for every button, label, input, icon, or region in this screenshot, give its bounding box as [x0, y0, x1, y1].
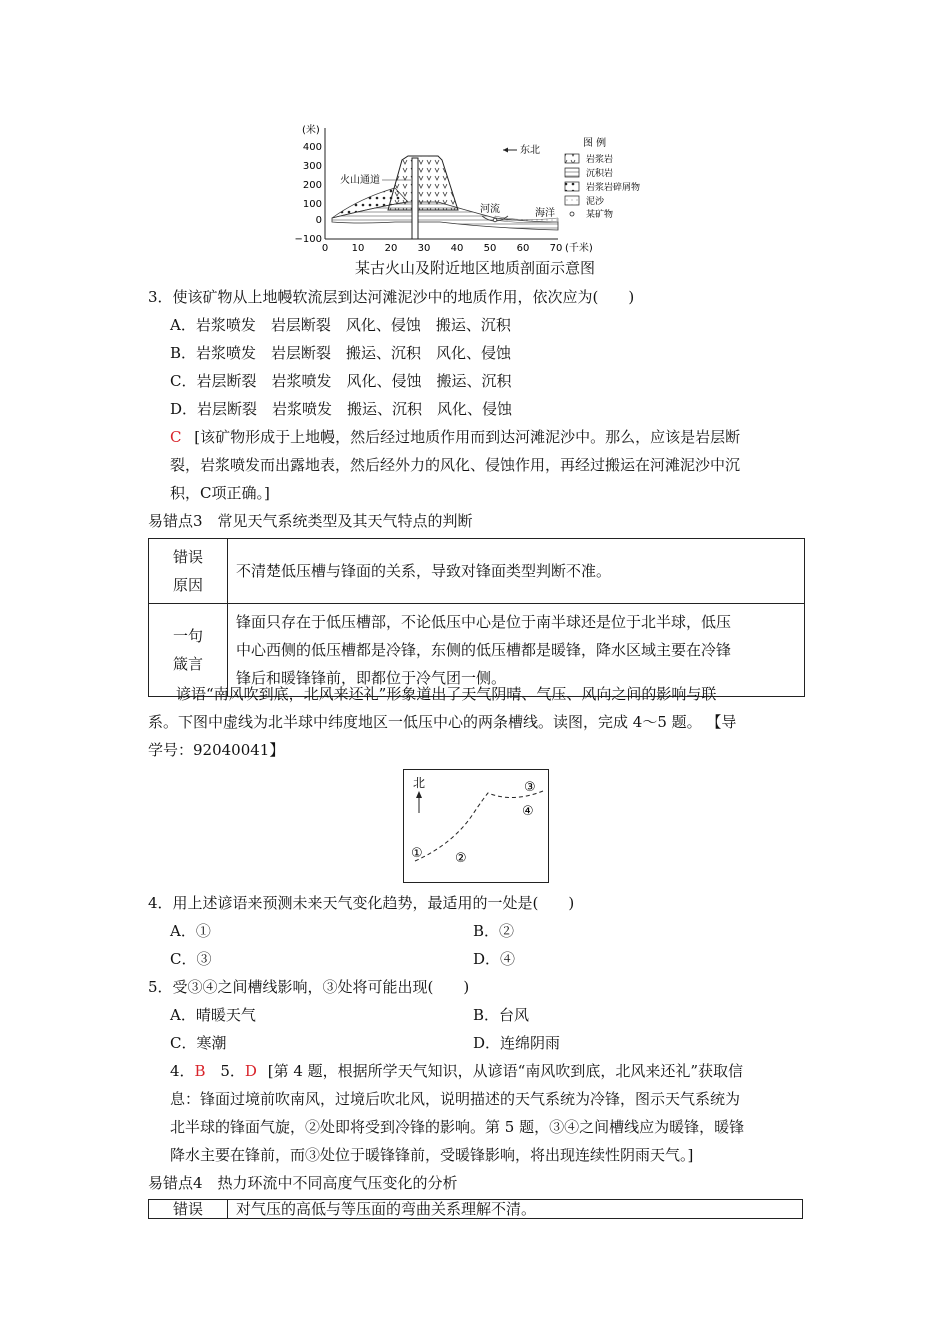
marker-1: ①	[411, 846, 423, 861]
question-5-stem: 5．受③④之间槽线影响，③处将可能出现( )	[148, 978, 470, 996]
question-4-stem: 4．用上述谚语来预测未来天气变化趋势，最适用的一处是( )	[148, 894, 575, 912]
row-text-error-cause: 不清楚低压槽与锋面的关系，导致对锋面类型判断不准。	[228, 539, 805, 604]
row-label-error-cause: 错误 原因	[149, 539, 228, 604]
legend-item: 沉积岩	[586, 169, 614, 179]
x-tick: 40	[450, 243, 464, 254]
y-tick: 100	[302, 199, 322, 210]
explanation-line: [第 4 题，根据所学天气知识，从谚语“南风吹到底，北风来还礼”获取信	[267, 1062, 743, 1080]
river-label: 河流	[480, 204, 500, 215]
volcanic-channel-label: 火山通道	[340, 175, 380, 186]
explanation-line: 息：锋面过境前吹南风，过境后吹北风，说明描述的天气系统为冷锋，图示天气系统为	[170, 1090, 741, 1108]
question-4-option-a: A．①	[170, 922, 211, 940]
explanation-line: [该矿物形成于上地幔，然后经过地质作用而到达河滩泥沙中。那么，应该是岩层断	[194, 428, 741, 446]
legend-item: 岩浆岩碎屑物	[586, 183, 641, 193]
y-tick: 400	[302, 142, 322, 153]
legend-title: 图 例	[583, 138, 607, 149]
row-text-error: 对气压的高低与等压面的弯曲关系理解不清。	[228, 1200, 803, 1219]
answer-5-letter: D	[244, 1062, 257, 1080]
mineral-mark	[493, 218, 497, 222]
figure-caption: 某古火山及附近地区地质剖面示意图	[354, 259, 595, 277]
x-tick: 70	[549, 243, 563, 254]
volcanic-cone	[388, 156, 458, 210]
question-5-option-a: A．晴暖天气	[170, 1006, 256, 1024]
question-4-option-b: B．②	[473, 922, 515, 940]
intro-line: 谚语“南风吹到底，北风来还礼”形象道出了天气阴晴、气压、风向之间的影响与联	[176, 685, 717, 703]
explanation-line: 积，C项正确。]	[170, 484, 270, 502]
y-tick: 200	[302, 180, 322, 191]
question-3-stem: 3．使该矿物从上地幔软流层到达河滩泥沙中的地质作用，依次应为( )	[148, 288, 635, 306]
question-3-option-c: C．岩层断裂 岩浆喷发 风化、侵蚀 搬运、沉积	[170, 372, 512, 390]
question-3-option-b: B．岩浆喷发 岩层断裂 搬运、沉积 风化、侵蚀	[170, 344, 512, 362]
question-5-option-b: B．台风	[473, 1006, 530, 1024]
question-5-option-c: C．寒潮	[170, 1034, 227, 1052]
question-5-option-d: D．连绵阴雨	[473, 1034, 561, 1052]
row-label-maxim: 一句 箴言	[149, 604, 228, 697]
geologic-profile-figure	[290, 118, 670, 258]
answers-4-5	[170, 1061, 743, 1081]
marker-4: ④	[522, 804, 534, 819]
y-tick: 300	[302, 161, 322, 172]
y-axis-unit: (米)	[302, 125, 320, 136]
answer-4-number: 4．	[170, 1062, 195, 1080]
question-4-option-c: C．③	[170, 950, 212, 968]
marker-2: ②	[455, 851, 467, 866]
marker-3: ③	[524, 780, 536, 795]
x-tick: 10	[351, 243, 365, 254]
volcanic-channel	[412, 158, 418, 239]
north-label: 北	[413, 776, 426, 790]
x-tick: 50	[483, 243, 497, 254]
y-tick: 0	[315, 215, 322, 226]
x-tick: 30	[417, 243, 431, 254]
answer-5-number: 5．	[220, 1062, 245, 1080]
explanation-line: 降水主要在锋前，而③处位于暖锋锋前，受暖锋影响，将出现连续性阴雨天气。]	[170, 1146, 694, 1164]
direction-label: 东北	[520, 145, 540, 156]
explanation-line: 北半球的锋面气旋，②处即将受到冷锋的影响。第 5 题，③④之间槽线应为暖锋，暖锋	[170, 1118, 745, 1136]
intro-line: 系。下图中虚线为北半球中纬度地区一低压中心的两条槽线。读图，完成 4～5 题。 【导	[148, 713, 737, 731]
question-4-option-d: D．④	[473, 950, 516, 968]
tip-table-point-4	[148, 1199, 803, 1219]
x-tick: 0	[321, 243, 329, 254]
question-3-answer: C	[170, 428, 182, 446]
row-label-error: 错误	[149, 1200, 228, 1219]
ocean-label: 海洋	[535, 208, 555, 219]
y-tick: −100	[294, 234, 322, 245]
question-3-option-a: A．岩浆喷发 岩层断裂 风化、侵蚀 搬运、沉积	[170, 316, 511, 334]
question-3-explanation	[170, 427, 740, 447]
x-axis-unit: (千米)	[565, 243, 593, 254]
intro-line: 学号：92040041】	[148, 741, 285, 759]
explanation-line: 裂，岩浆喷发而出露地表，然后经外力的风化、侵蚀作用，再经过搬运在河滩泥沙中沉	[170, 456, 741, 474]
question-3-option-d: D．岩层断裂 岩浆喷发 搬运、沉积 风化、侵蚀	[170, 400, 513, 418]
section-title-point-4: 易错点4 热力环流中不同高度气压变化的分析	[148, 1174, 458, 1192]
x-tick: 60	[516, 243, 530, 254]
legend-item: 岩浆岩	[586, 155, 614, 165]
tip-table-point-3	[148, 538, 805, 697]
trough-line-figure	[403, 769, 549, 883]
legend-item: 泥沙	[586, 197, 605, 207]
row-text-maxim: 锋面只存在于低压槽部，不论低压中心是位于南半球还是位于北半球，低压 中心西侧的低压槽都是冷锋，东侧的低压槽都是暖锋，降水区域主要在冷锋 锋后和暖锋锋前，即都位于冷气团一侧。	[228, 604, 805, 697]
legend-item: 某矿物	[586, 210, 614, 220]
section-title-point-3: 易错点3 常见天气系统类型及其天气特点的判断	[148, 512, 473, 530]
x-tick: 20	[384, 243, 398, 254]
answer-4-letter: B	[194, 1062, 206, 1080]
